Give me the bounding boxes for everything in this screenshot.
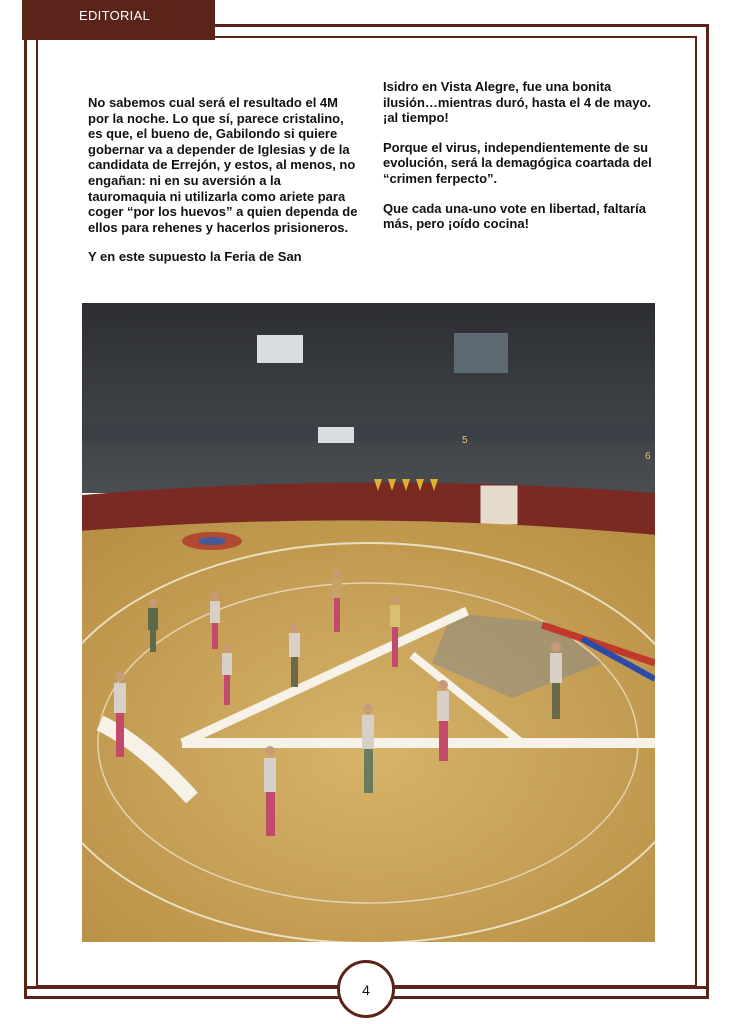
paragraph: Isidro en Vista Alegre, fue una bonita ilusión…mientras duró, hasta el 4 de mayo. ¡al tiempo! bbox=[383, 79, 652, 126]
banner bbox=[257, 335, 303, 363]
paragraph: No sabemos cual será el resultado el 4M por la noche. Lo que sí, parece cristalino, es que, el bueno de, Gabilondo si quiere gobernar va a depender de Iglesias y de la candidata de Errejón, y estos, al menos, no engañan: ni en su aversión a la tauromaquia ni utilizarla como ariete para coger “por los huevos” a quien dependa de ellos para rehenes y hacerlos prisioneros. bbox=[88, 95, 358, 235]
stands bbox=[82, 303, 655, 493]
paragraph: Que cada una-uno vote en libertad, faltaría más, pero ¡oído cocina! bbox=[383, 200, 646, 232]
section-tab bbox=[22, 0, 215, 40]
paragraph: Y en este supuesto la Feria de San bbox=[88, 249, 302, 265]
page-number: 4 bbox=[362, 982, 370, 998]
bullring-illustration bbox=[82, 303, 655, 942]
section-label: EDITORIAL bbox=[79, 8, 151, 23]
article-column-right bbox=[383, 79, 663, 246]
page-number-badge bbox=[337, 960, 395, 1018]
stand-number: 5 bbox=[462, 435, 468, 446]
stand-number: 6 bbox=[645, 451, 651, 462]
article-column-left bbox=[88, 95, 360, 279]
bullring-photo bbox=[82, 303, 655, 942]
paragraph: Porque el virus, independientemente de su evolución, será la demagógica coartada del “crimen ferpecto”. bbox=[383, 139, 652, 186]
